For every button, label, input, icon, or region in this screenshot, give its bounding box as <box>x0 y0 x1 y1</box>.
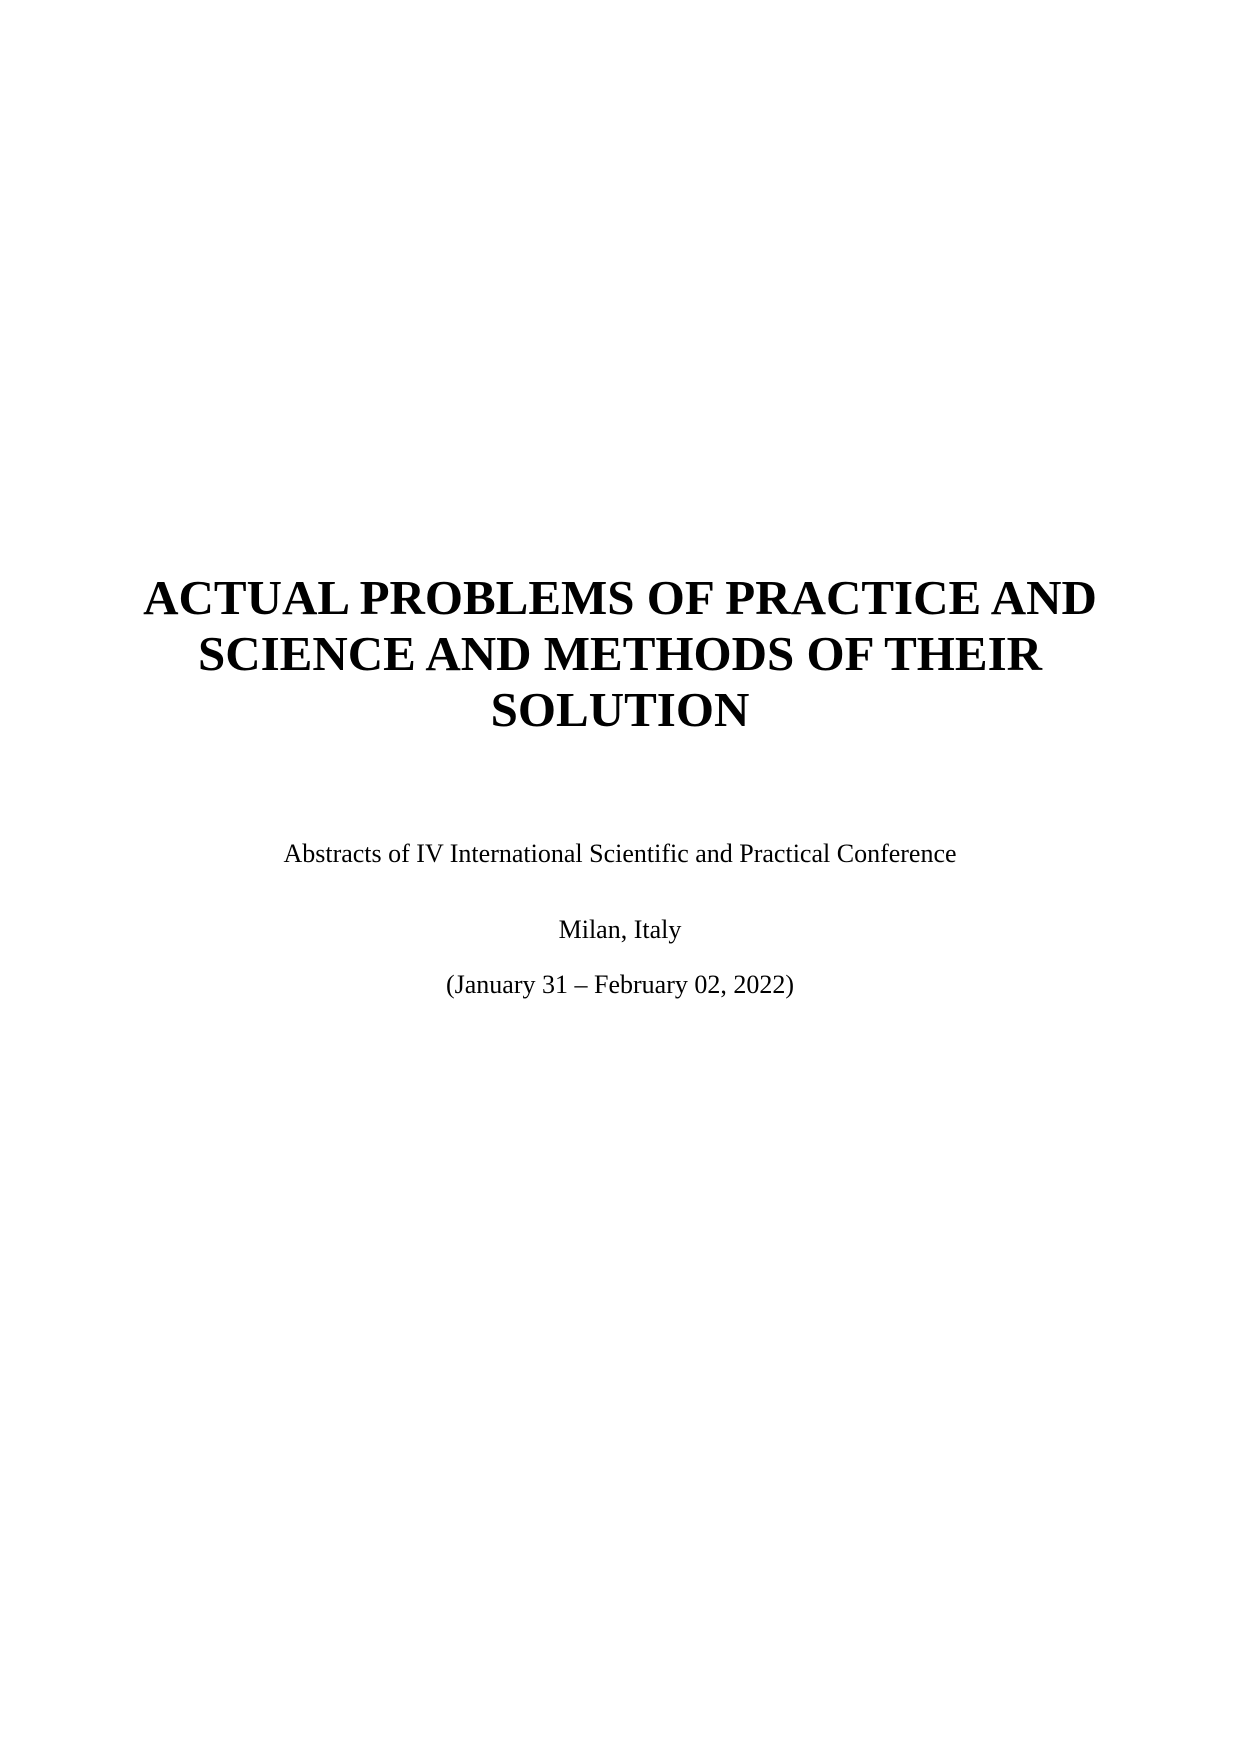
title-line-2: SCIENCE AND METHODS OF THEIR <box>197 626 1043 681</box>
conference-subtitle: Abstracts of IV International Scientific and Practical Conference <box>283 839 957 868</box>
title-line-3: SOLUTION <box>490 682 750 737</box>
title-line-1: ACTUAL PROBLEMS OF PRACTICE AND <box>143 570 1097 625</box>
conference-dates: (January 31 – February 02, 2022) <box>445 970 795 999</box>
conference-location: Milan, Italy <box>558 915 682 944</box>
document-title <box>100 570 1140 738</box>
